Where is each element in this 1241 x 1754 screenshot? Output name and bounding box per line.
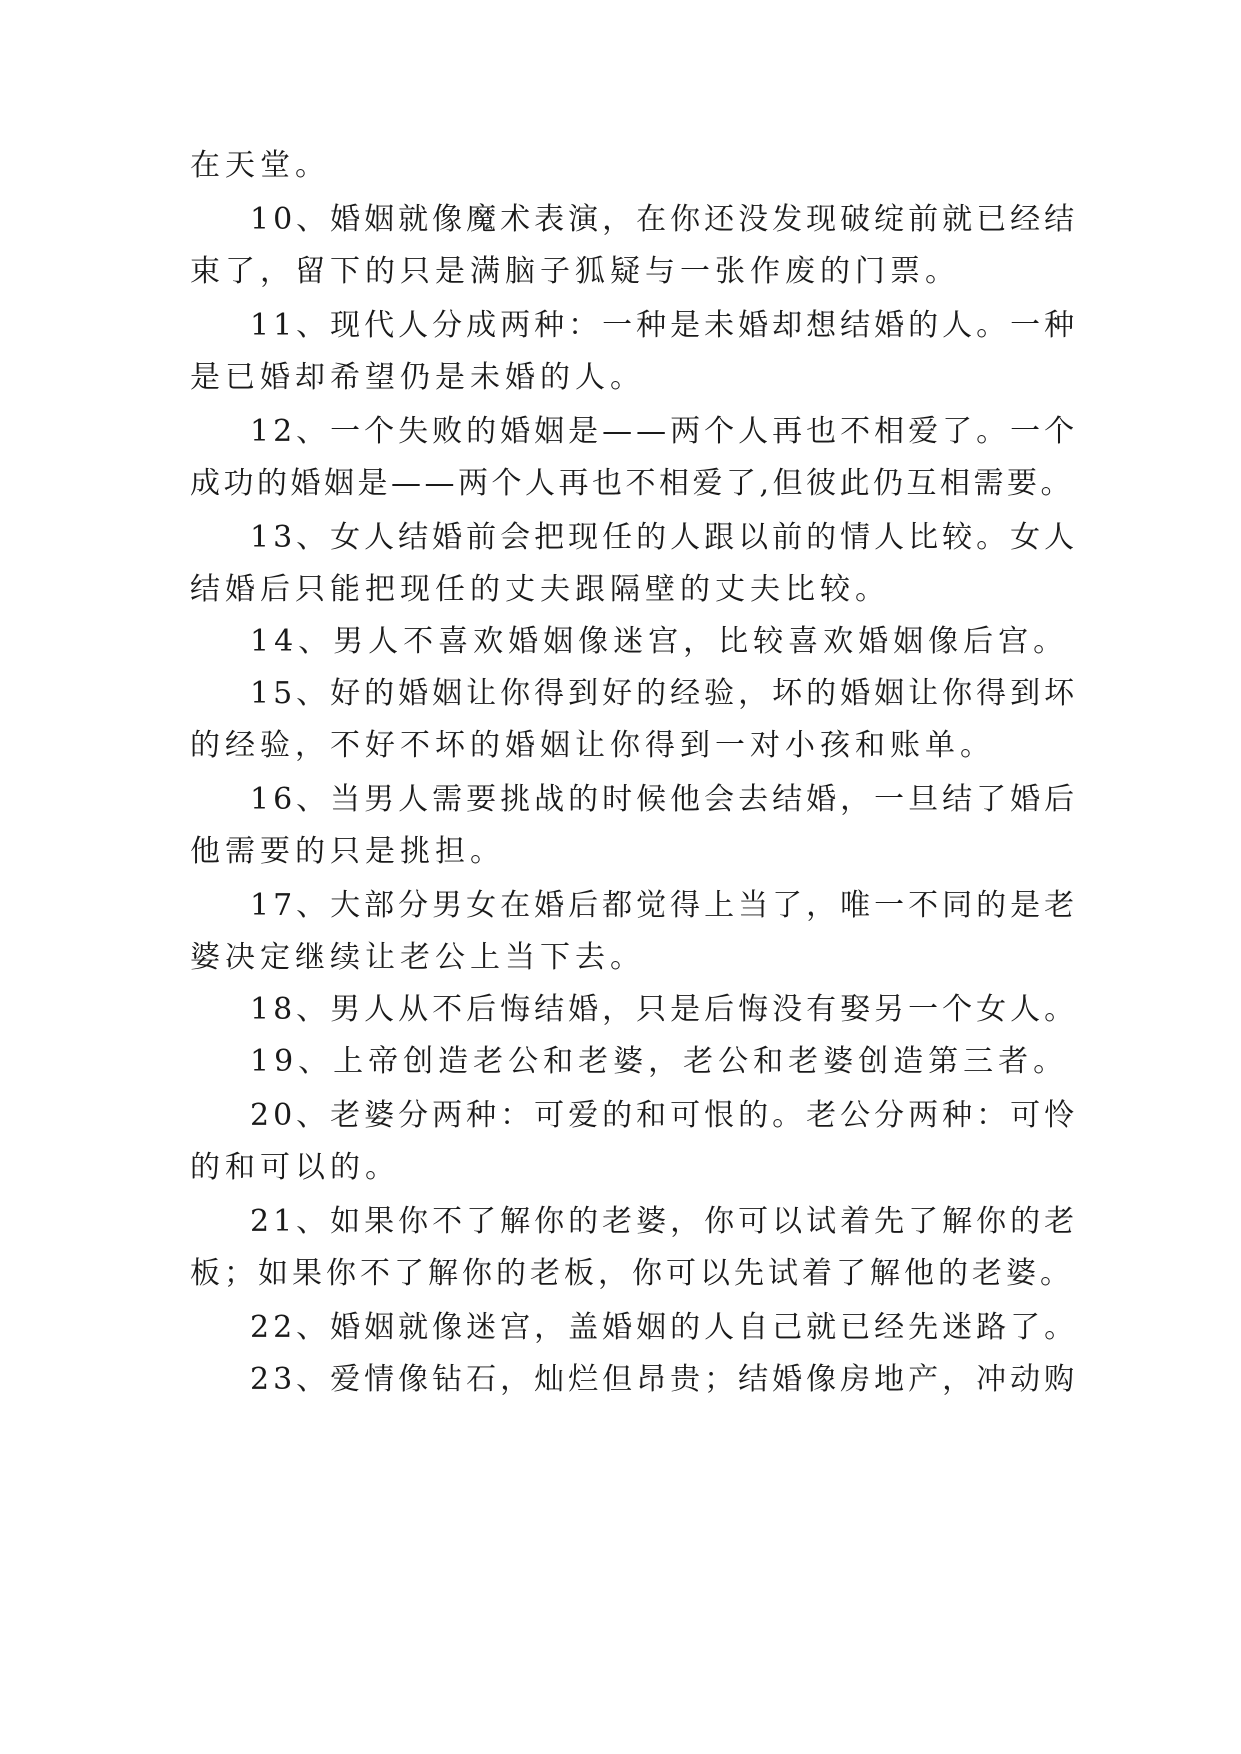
text-line: 23、爱情像钻石，灿烂但昂贵；结婚像房地产，冲动购: [250, 1362, 1079, 1397]
text-line: 18、男人从不后悔结婚，只是后悔没有娶另一个女人。: [250, 992, 1079, 1027]
text-line: 板；如果你不了解你的老板，你可以先试着了解他的老婆。: [190, 1256, 1074, 1291]
text-line: 16、当男人需要挑战的时候他会去结婚，一旦结了婚后: [250, 782, 1079, 817]
text-line: 22、婚姻就像迷宫，盖婚姻的人自己就已经先迷路了。: [250, 1310, 1079, 1345]
text-line: 束了，留下的只是满脑子狐疑与一张作废的门票。: [190, 254, 960, 289]
text-line: 他需要的只是挑担。: [190, 834, 505, 869]
text-line: 19、上帝创造老公和老婆，老公和老婆创造第三者。: [250, 1044, 1069, 1079]
text-line: 在天堂。: [190, 148, 330, 183]
text-line: 是已婚却希望仍是未婚的人。: [190, 360, 645, 395]
text-line: 20、老婆分两种：可爱的和可恨的。老公分两种：可怜: [250, 1098, 1079, 1133]
text-line: 10、婚姻就像魔术表演，在你还没发现破绽前就已经结: [250, 202, 1079, 237]
text-line: 的和可以的。: [190, 1150, 400, 1185]
text-line: 成功的婚姻是——两个人再也不相爱了,但彼此仍互相需要。: [190, 466, 1075, 501]
text-line: 结婚后只能把现任的丈夫跟隔壁的丈夫比较。: [190, 572, 890, 607]
text-line: 婆决定继续让老公上当下去。: [190, 940, 645, 975]
text-line: 21、如果你不了解你的老婆，你可以试着先了解你的老: [250, 1204, 1079, 1239]
text-line: 11、现代人分成两种：一种是未婚却想结婚的人。一种: [250, 308, 1079, 343]
text-line: 14、男人不喜欢婚姻像迷宫，比较喜欢婚姻像后宫。: [250, 624, 1069, 659]
text-line: 15、好的婚姻让你得到好的经验，坏的婚姻让你得到坏: [250, 676, 1079, 711]
text-line: 13、女人结婚前会把现任的人跟以前的情人比较。女人: [250, 520, 1079, 555]
text-line: 12、一个失败的婚姻是——两个人再也不相爱了。一个: [250, 414, 1079, 449]
text-line: 的经验，不好不坏的婚姻让你得到一对小孩和账单。: [190, 728, 995, 763]
text-line: 17、大部分男女在婚后都觉得上当了，唯一不同的是老: [250, 888, 1079, 923]
